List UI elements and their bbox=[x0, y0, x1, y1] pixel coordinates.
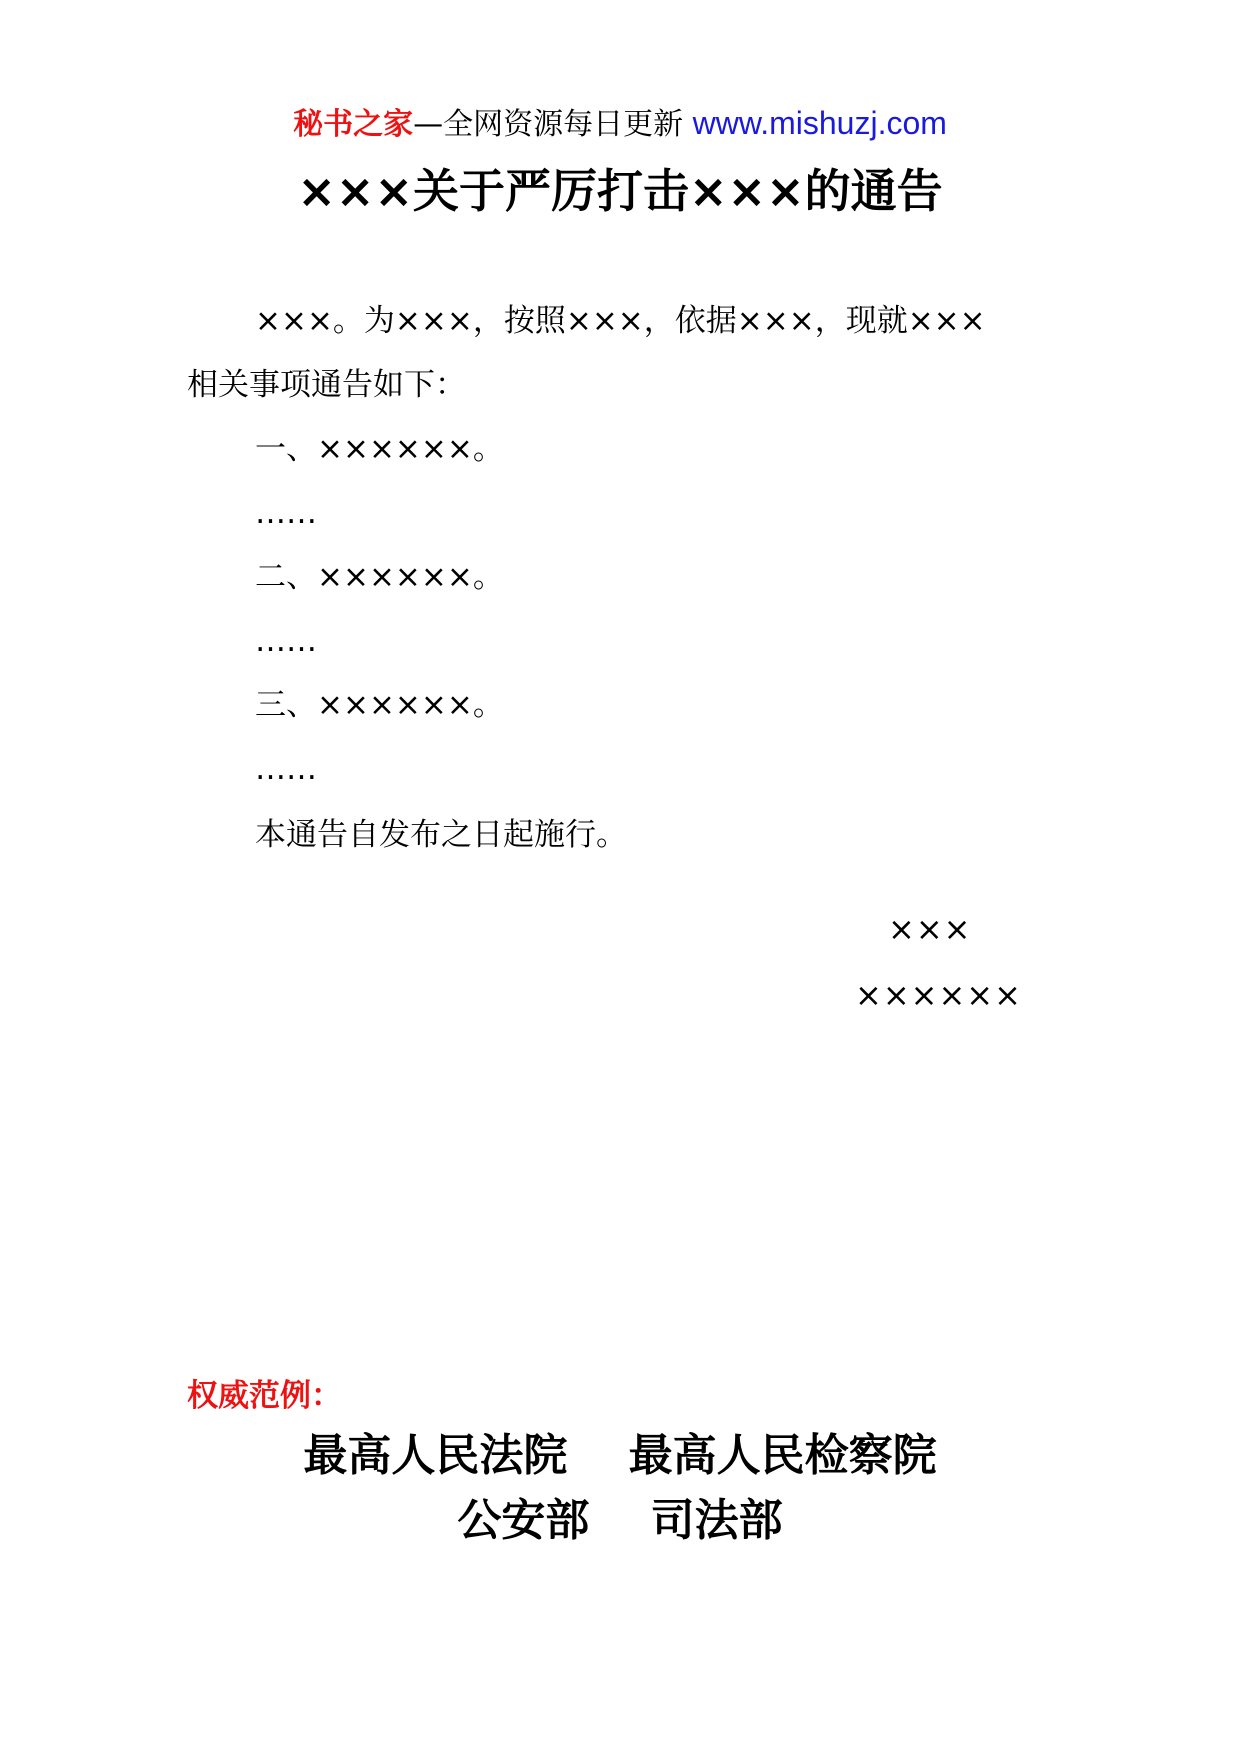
notice-item-3: 三、××××××。 bbox=[255, 687, 504, 723]
notice-item-2: 二、××××××。 bbox=[255, 559, 504, 595]
example-label: 权威范例： bbox=[187, 1378, 342, 1414]
signature-date: ×××××× bbox=[855, 976, 1022, 1014]
intro-paragraph-line-2: 相关事项通告如下： bbox=[187, 367, 466, 403]
intro-paragraph-line-1: ×××。为×××，按照×××，依据×××，现就××× bbox=[255, 303, 986, 339]
authority-line-2: 公安部 司法部 bbox=[457, 1495, 783, 1546]
notice-ellipsis-2: …… bbox=[255, 623, 317, 659]
notice-ellipsis-1: …… bbox=[255, 495, 317, 531]
notice-ellipsis-3: …… bbox=[255, 751, 317, 787]
closing-statement: 本通告自发布之日起施行。 bbox=[255, 817, 627, 853]
signature-organization: ××× bbox=[888, 910, 972, 948]
site-header bbox=[0, 100, 1240, 148]
notice-item-1: 一、××××××。 bbox=[255, 431, 504, 467]
document-title: ×××关于严厉打击×××的通告 bbox=[297, 164, 943, 218]
authority-line-1: 最高人民法院 最高人民检察院 bbox=[303, 1430, 937, 1481]
brand-name: 秘书之家 bbox=[293, 107, 414, 142]
header-tagline: —全网资源每日更新 bbox=[413, 107, 693, 142]
site-url-link[interactable]: www.mishuzj.com bbox=[692, 105, 947, 141]
